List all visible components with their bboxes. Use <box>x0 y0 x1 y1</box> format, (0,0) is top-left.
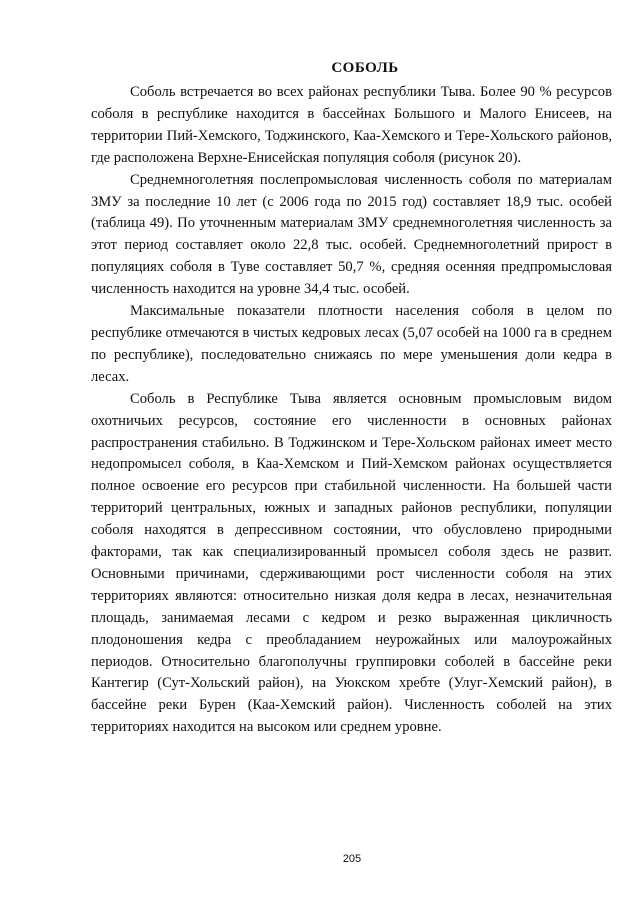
section-title: СОБОЛЬ <box>331 60 399 76</box>
page-number: 205 <box>342 853 362 865</box>
body-text <box>91 82 612 739</box>
paragraph-density: Максимальные показатели плотности населения соболя в целом по республике отмечаются в чистых кедровых лесах (5,07 особей на 1000 га в среднем по республике), последовательно снижаясь по мере уменьшения доли кедра в лесах. <box>91 303 612 385</box>
paragraph-hunting-status: Соболь в Республике Тыва является основным промысловым видом охотничьих ресурсов, состояние его численности в основных районах распространения стабильно. В Тоджинском и Тере-Хольском районах имеет место недопромысел соболя, в Каа-Хемском и Пий-Хемском районах осуществляется полное освоение его ресурсов при стабильной численности. На большей части территорий центральных, южных и западных районов республики, популяции соболя находятся в депрессивном состоянии, что обусловлено природными факторами, так как специализированный промысел соболя здесь не развит. Основными причинами, сдерживающими рост численности соболя на этих территориях являются: относительно низкая доля кедра в лесах, незначительная площадь, занимаемая лесами с кедром и резко выраженная цикличность плодоношения кедра с преобладанием неурожайных или малоурожайных периодов. Относительно благополучны группировки соболей в бассейне реки Кантегир (Сут-Хольский район), на Уюкском хребте (Улуг-Хемский район), в бассейне реки Бурен (Каа-Хемский район). Численность соболей на этих территориях находится на высоком или среднем уровне. <box>91 390 612 736</box>
paragraph-population-numbers: Среднемноголетняя послепромысловая численность соболя по материалам ЗМУ за последние 10 лет (с 2006 года по 2015 год) составляет 18,9 тыс. особей (таблица 49). По уточненным материалам ЗМУ среднемноголетняя численность за этот период составляет около 22,8 тыс. особей. Среднемноголетний прирост в популяциях соболя в Туве составляет 50,7 %, средняя осенняя предпромысловая численность находится на уровне 34,4 тыс. особей. <box>91 171 612 298</box>
paragraph-distribution: Соболь встречается во всех районах республики Тыва. Более 90 % ресурсов соболя в республике находится в бассейнах Большого и Малого Енисеев, на территории Пий-Хемского, Тоджинского, Каа-Хемского и Тере-Хольского районов, где расположена Верхне-Енисейская популяция соболя (рисунок 20). <box>91 84 612 166</box>
